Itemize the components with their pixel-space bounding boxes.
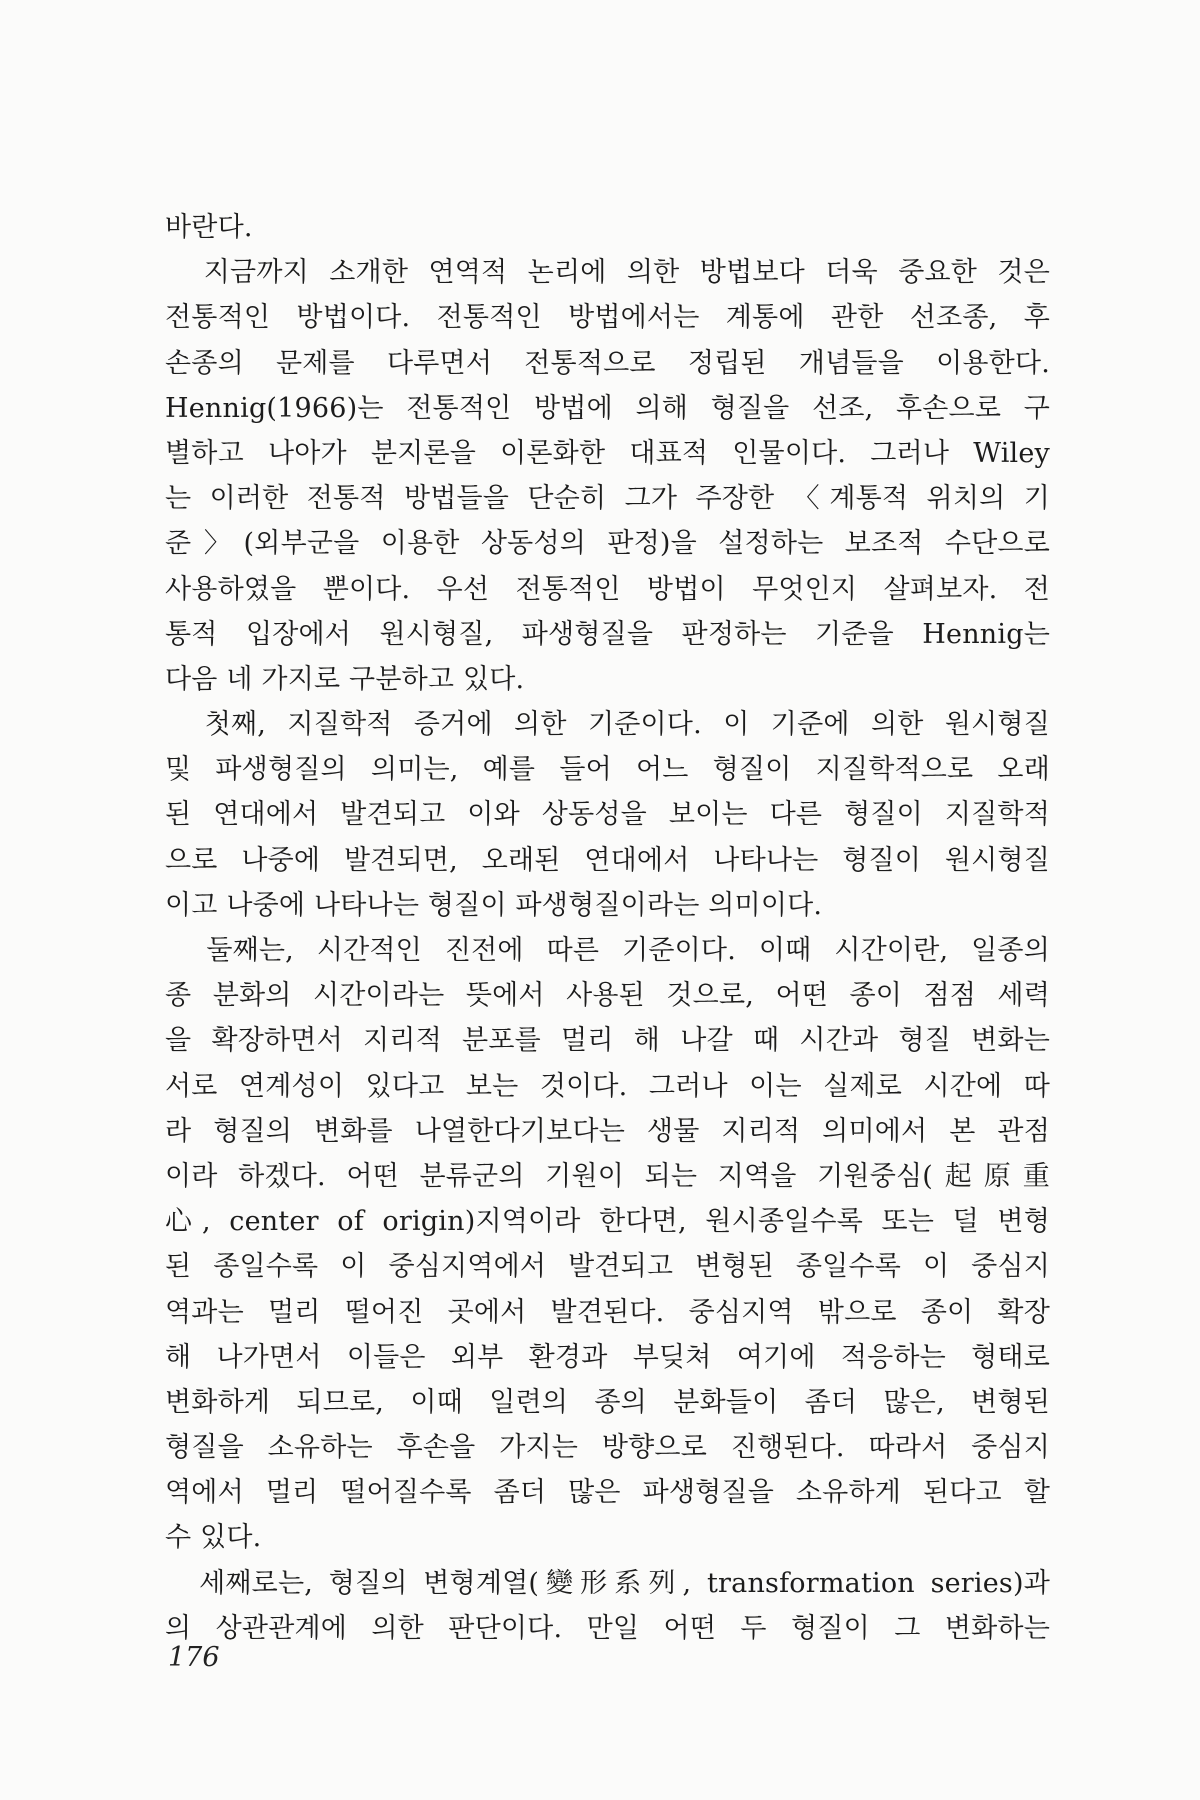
text-line: 해 나가면서 이들은 외부 환경과 부딪쳐 여기에 적응하는 형태로 <box>165 1341 1050 1373</box>
text-line: 서로 연계성이 있다고 보는 것이다. 그러나 이는 실제로 시간에 따 <box>165 1070 1050 1102</box>
text-line: 다음 네 가지로 구분하고 있다. <box>165 663 525 695</box>
text-line: 변화하게 되므로, 이때 일련의 종의 분화들이 좀더 많은, 변형된 <box>165 1386 1050 1418</box>
text-line: 수 있다. <box>165 1522 262 1554</box>
text-line: 통적 입장에서 원시형질, 파생형질을 판정하는 기준을 Hennig는 <box>165 618 1050 650</box>
text-line: 세째로는, 형질의 변형계열(變形系列, transformation series)과 <box>165 1567 1050 1599</box>
text-line: 라 형질의 변화를 나열한다기보다는 생물 지리적 의미에서 본 관점 <box>165 1115 1050 1147</box>
page-number: 176 <box>168 1642 220 1673</box>
text-line: 지금까지 소개한 연역적 논리에 의한 방법보다 더욱 중요한 것은 <box>165 257 1050 289</box>
text-line: 형질을 소유하는 후손을 가지는 방향으로 진행된다. 따라서 중심지 <box>165 1432 1050 1464</box>
text-line: 된 연대에서 발견되고 이와 상동성을 보이는 다른 형질이 지질학적 <box>165 799 1050 831</box>
text-line: 으로 나중에 발견되면, 오래된 연대에서 나타나는 형질이 원시형질 <box>165 844 1050 876</box>
text-line: Hennig(1966)는 전통적인 방법에 의해 형질을 선조, 후손으로 구 <box>165 392 1050 424</box>
text-line: 心, center of origin)지역이라 한다면, 원시종일수록 또는 덜 변형 <box>165 1206 1050 1238</box>
text-line: 을 확장하면서 지리적 분포를 멀리 해 나갈 때 시간과 형질 변화는 <box>165 1025 1050 1057</box>
text-line: 역과는 멀리 떨어진 곳에서 발견된다. 중심지역 밖으로 종이 확장 <box>165 1296 1050 1328</box>
text-line: 첫째, 지질학적 증거에 의한 기준이다. 이 기준에 의한 원시형질 <box>165 709 1050 741</box>
body-text <box>165 205 1050 1651</box>
text-line: 종 분화의 시간이라는 뜻에서 사용된 것으로, 어떤 종이 점점 세력 <box>165 980 1050 1012</box>
text-line: 는 이러한 전통적 방법들을 단순히 그가 주장한 〈계통적 위치의 기 <box>165 483 1050 515</box>
text-line: 된 종일수록 이 중심지역에서 발견되고 변형된 종일수록 이 중심지 <box>165 1251 1050 1283</box>
text-line: 의 상관관계에 의한 판단이다. 만일 어떤 두 형질이 그 변화하는 <box>165 1612 1050 1644</box>
text-line: 및 파생형질의 의미는, 예를 들어 어느 형질이 지질학적으로 오래 <box>165 754 1050 786</box>
text-line: 사용하였을 뿐이다. 우선 전통적인 방법이 무엇인지 살펴보자. 전 <box>165 573 1050 605</box>
text-line: 역에서 멀리 떨어질수록 좀더 많은 파생형질을 소유하게 된다고 할 <box>165 1477 1050 1509</box>
text-line: 준〉(외부군을 이용한 상동성의 판정)을 설정하는 보조적 수단으로 <box>165 528 1050 560</box>
text-line: 이라 하겠다. 어떤 분류군의 기원이 되는 지역을 기원중심(起原重 <box>165 1160 1050 1192</box>
text-line: 둘째는, 시간적인 진전에 따른 기준이다. 이때 시간이란, 일종의 <box>165 935 1050 966</box>
text-line: 바란다. <box>165 212 253 243</box>
text-line: 이고 나중에 나타나는 형질이 파생형질이라는 의미이다. <box>165 889 823 921</box>
text-line: 별하고 나아가 분지론을 이론화한 대표적 인물이다. 그러나 Wiley <box>165 437 1050 469</box>
text-line: 손종의 문제를 다루면서 전통적으로 정립된 개념들을 이용한다. <box>165 347 1050 379</box>
text-line: 전통적인 방법이다. 전통적인 방법에서는 계통에 관한 선조종, 후 <box>165 302 1050 334</box>
